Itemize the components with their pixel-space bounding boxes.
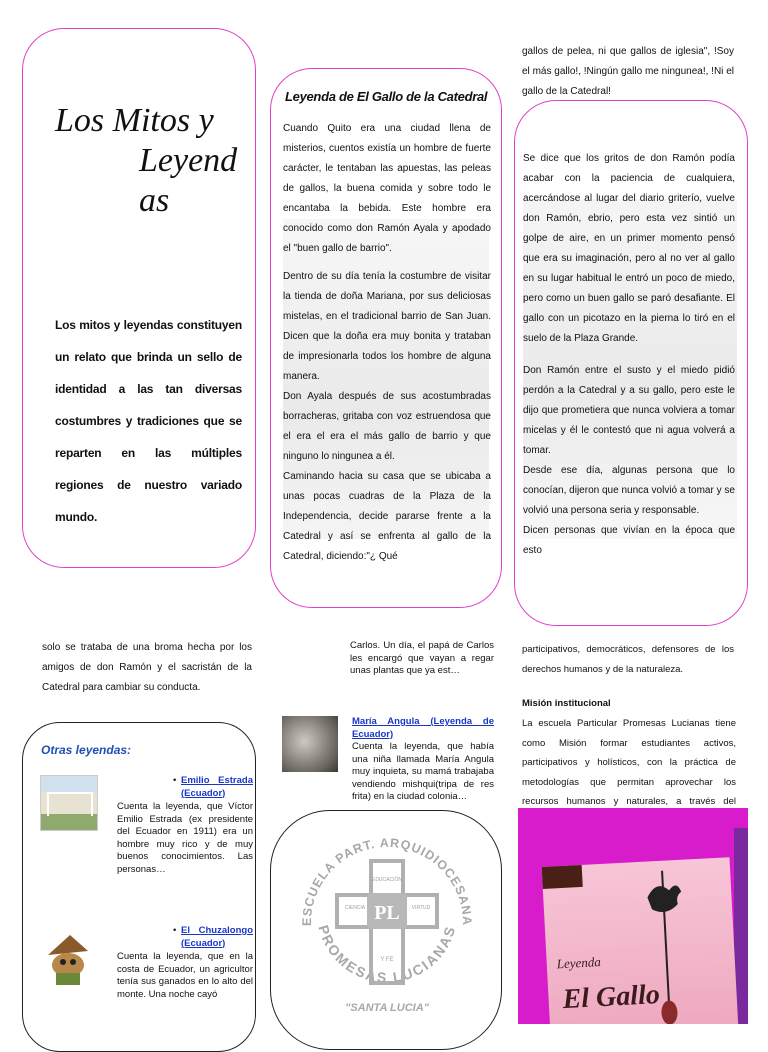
- estrada-thumbnail: [40, 775, 98, 831]
- estrada-link[interactable]: Emilio Estrada (Ecuador): [181, 775, 253, 799]
- other-legends-panel: [22, 722, 256, 1052]
- maria-text: Cuenta la leyenda, que había una niña llamada María Angula muy inquieta, su mamá trabajaba vendiendo mishqui(tripa de res frita) en la ciudad colonia…: [352, 741, 494, 802]
- right-p3: Desde ese día, algunas persona que lo conocían, dijeron que nunca volvió a tomar y se volvió una persona seria y responsable.: [523, 465, 735, 516]
- book-cover-image: [518, 808, 748, 1024]
- right-p4: Dicen personas que vivían en la época que esto: [523, 525, 735, 556]
- maria-link-block: [352, 716, 494, 741]
- cover-title-line3: as: [139, 182, 170, 219]
- cover-title-line2: Leyend: [139, 142, 238, 179]
- book-word2: El Gallo: [561, 979, 661, 1016]
- item2-text: Cuenta la leyenda, que en la costa de Ecuador, un agricultor tenía sus ganados en lo alto del monte. Una noche cayó: [117, 951, 253, 1000]
- right-quote: gallos de pelea, ni que gallos de iglesia", !Soy el más gallo!, !Ningún gallo me ningunea!, !Ni el gallo de la Catedral!: [522, 46, 734, 97]
- chuzalongo-link[interactable]: El Chuzalongo (Ecuador): [181, 925, 253, 949]
- bottom-left-text: solo se trataba de una broma hecha por los amigos de don Ramón y el sacristán de la Catedral para cambiar su conducta.: [42, 642, 252, 693]
- cover-title-line1: Los Mitos y: [55, 102, 214, 139]
- cover-panel: [22, 28, 256, 568]
- legend-body: [283, 119, 491, 567]
- item2-bullet: •: [173, 925, 177, 936]
- maria-angula-thumbnail: [282, 716, 338, 772]
- logo-cross-right: VIRTUD: [411, 905, 431, 911]
- book-cover-pink: [542, 857, 739, 1024]
- item1-block: [181, 775, 253, 800]
- legend-p4: Caminando hacia su casa que se ubicaba a unas pocas cuadras de la Plaza de la Independencia, decide pararse frente a la Catedral y así se enfrenta al gallo de la Catedral, diciendo:"¿ Qué: [283, 471, 491, 562]
- legend-p2: Dentro de su día tenía la costumbre de visitar la tienda de doña Mariana, por sus deliciosas mistelas, en el tradicional barrio de San Juan. Dicen que la doña era muy bonita y trataban de impresionarla todos los hombre de alguna manera.: [283, 271, 491, 382]
- logo-center: PL: [374, 902, 400, 924]
- school-logo: [271, 811, 502, 1050]
- logo-motto: "SANTA LUCIA": [345, 1002, 429, 1014]
- legend-p1: Cuando Quito era una ciudad llena de misterios, cuentos existía un hombre de fuerte carácter, le tentaban las apuestas, las peleas de gallos, la buena comida y sobre todo le encantaba la bebida. Este hombre era conocido como don Ramón Ayala y apodado el "buen gallo de barrio".: [283, 123, 491, 254]
- logo-cross-left: CIENCIA: [344, 905, 366, 911]
- mission-heading: Misión institucional: [522, 698, 611, 709]
- chuzalongo-icon: [40, 933, 96, 987]
- bottom-right-top-text: participativos, democráticos, defensores de los derechos humanos y de la naturaleza.: [522, 644, 734, 675]
- right-panel: [514, 100, 748, 626]
- logo-arc-top: ESCUELA PART. ARQUIDIOCESANA: [299, 835, 475, 927]
- item1-bullet: •: [173, 775, 177, 786]
- cover-title: [55, 101, 255, 221]
- right-p1: Se dice que los gritos de don Ramón podía acabar con la paciencia de cualquiera, acercándose al lugar del diario griterío, vuelve don Ramón, ebrio, pero esta vez sintió un golpe de aire, en un primer momento pensó que era su imaginación, pero al no ver al gallo en su lugar habitual le entró un poco de miedo, pero como un buen gallo se paró desafiante. El gallo con un picotazo en la pierna lo tiró en el suelo de la Plaza Grande.: [523, 153, 735, 344]
- bottom-mid-text: Carlos. Un día, el papá de Carlos les encargó que vayan a regar unas plantas que ya est…: [350, 640, 494, 676]
- legend-panel: [270, 68, 502, 608]
- legend-heading: Leyenda de El Gallo de la Catedral: [285, 89, 488, 104]
- logo-cross-top: EDUCACIÓN: [371, 877, 403, 883]
- maria-angula-link[interactable]: María Angula (Leyenda de Ecuador): [352, 716, 494, 740]
- logo-cross-bottom: Y FE: [380, 957, 394, 963]
- cover-intro: Los mitos y leyendas constituyen un relato que brinda un sello de identidad a las tan diversas costumbres y tradiciones que se reparten en las múltiples regiones de nuestro variado mundo.: [55, 318, 242, 524]
- chuzalongo-thumbnail: [40, 933, 96, 987]
- mission-text: La escuela Particular Promesas Lucianas tiene como Misión formar estudiantes activos, participativos y holísticos, con la práctica de metodologías que permitan aprovechar los recursos humanos y naturales, a través del: [522, 718, 736, 807]
- legend-p3: Don Ayala después de sus acostumbradas borracheras, gritaba con voz estruendosa que el era el era el más gallo de barrio y que ninguno lo ningunea a él.: [283, 391, 491, 462]
- logo-arc-bottom: PROMESAS LUCIANAS: [315, 923, 459, 986]
- school-logo-panel: [270, 810, 502, 1050]
- right-p2: Don Ramón entre el susto y el miedo pidió perdón a la Catedral y a su gallo, pero este le dijo que prometiera que nunca volviera a tomar micelas y él le contestó que ni agua volverá a tomar.: [523, 365, 735, 456]
- item1-text: Cuenta la leyenda, que Víctor Emilio Estrada (ex presidente del Ecuador en 1911) era un hombre muy rico y de muy buenos conocimientos. Las personas…: [117, 801, 253, 875]
- other-legends-heading: Otras leyendas:: [41, 743, 132, 757]
- book-word1: Leyenda: [556, 954, 602, 972]
- svg-text:PROMESAS LUCIANAS: [315, 923, 458, 985]
- item2-block: [181, 925, 253, 950]
- right-body: [523, 149, 735, 561]
